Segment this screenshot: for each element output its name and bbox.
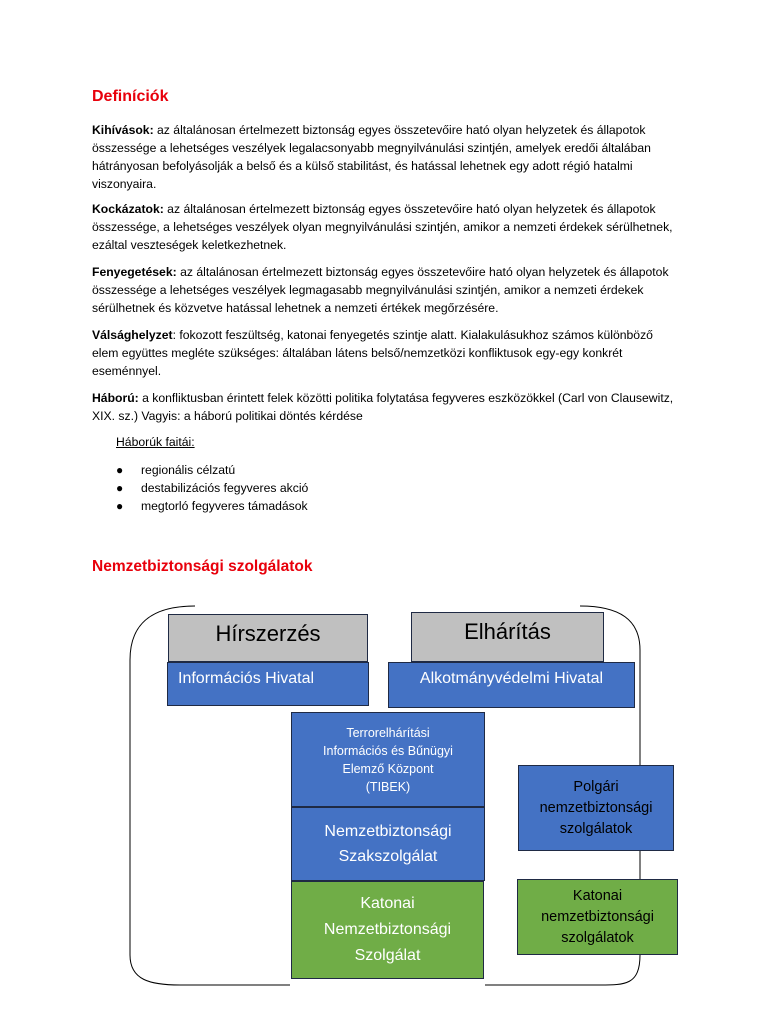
bullet-icon: ● [116,463,124,477]
definition-text: az általánosan értelmezett biztonság egyes összetevőire ható olyan helyzetek és állapotok összessége, a lehetséges veszélyek olyan megnyilvánulási szintjén, amikor a nemzeti érdekek sérülhetnek, ezáltal veszteségek keletkezhetnek. [92,202,673,252]
list-item-text: megtorló fegyveres támadások [141,499,308,513]
box-katonai-nemzetbiztonsagi-szolgalat [291,881,484,979]
term: Válsághelyzet [92,328,173,342]
box-label: Katonai Nemzetbiztonsági Szolgálat [323,895,452,964]
term: Kockázatok: [92,202,164,216]
box-label: Információs Hivatal [178,670,315,687]
definition-text: az általánosan értelmezett biztonság egyes összetevőire ható olyan helyzetek és állapotok összessége a lehetséges veszélyek legmagasabb megnyilvánulási szintjén, amikor a nemzeti érdekek sérülhetnek és közvetve hatással lehetnek a nemzeti értékek megőrzésére. [92,265,669,315]
box-label: Hírszerzés [215,621,321,646]
box-label: Terrorelhárítási Információs és Bűnügyi Elemző Központ (TIBEK) [323,725,453,794]
bullet-icon: ● [116,481,124,495]
term: Fenyegetések: [92,265,177,279]
box-informacios-hivatal [167,662,369,706]
term: Háború: [92,391,139,405]
term: Kihívások: [92,123,154,137]
box-label: Nemzetbiztonsági Szakszolgálat [324,823,452,865]
definition-text: : fokozott feszültség, katonai fenyegetés szintje alatt. Kialakulásukhoz számos különböző elem együttes megléte szükséges: általában látens belső/nemzetközi konfliktusok egy-egy konkrét eseménnyel. [92,328,653,378]
bullet-icon: ● [116,499,124,513]
box-nemzetbiztonsagi-szakszolgalat [291,807,485,881]
box-alkotmanyvedelmi-hivatal [388,662,635,708]
box-hirszerzes [168,614,368,662]
definition-text: az általánosan értelmezett biztonság egyes összetevőire ható olyan helyzetek és állapotok összessége a lehetséges veszélyek legalacsonyabb megnyilvánulási szintjén, amelyek eredői általában hátrányosan befolyásolják a belső és a külső stabilitást, és hatással lehetnek egy adott régió hatalmi viszonyaira. [92,123,651,191]
box-katonai-szolgalatok [517,879,678,955]
box-label: Katonai nemzetbiztonsági szolgálatok [541,887,654,946]
box-label: Alkotmányvédelmi Hivatal [419,670,604,687]
definition-text: a konfliktusban érintett felek közötti politika folytatása fegyveres eszközökkel (Carl von Clausewitz, XIX. sz.) Vagyis: a háború politikai döntés kérdése [92,391,674,423]
wars-heading: Háborúk faitái: [116,435,195,449]
box-polgari-szolgalatok [518,765,674,851]
page-title: Definíciók [92,88,169,105]
box-label: Polgári nemzetbiztonsági szolgálatok [539,778,653,837]
box-elharitas [411,612,604,662]
box-label: Elhárítás [464,619,551,644]
box-tibek [291,712,485,807]
section-title: Nemzetbiztonsági szolgálatok [92,558,313,575]
list-item-text: destabilizációs fegyveres akció [141,481,309,495]
list-item-text: regionális célzatú [141,463,236,477]
